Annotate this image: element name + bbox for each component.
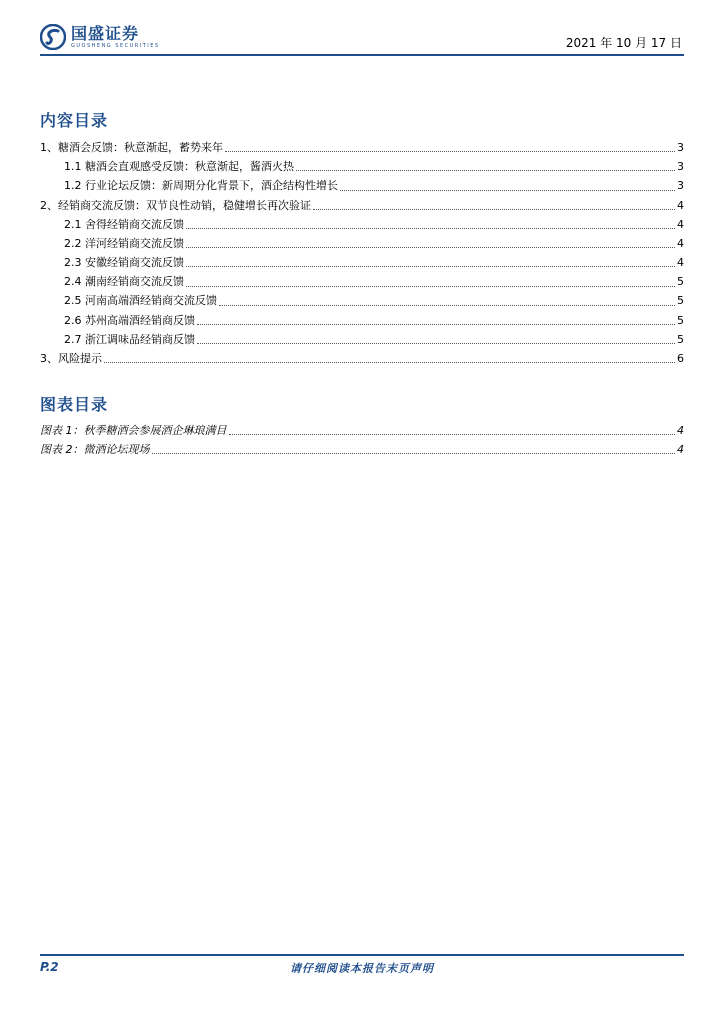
toc-entry-page: 4 — [677, 256, 684, 270]
toc-entry-text: 1.1 糖酒会直观感受反馈：秋意渐起，酱酒火热 — [64, 160, 294, 174]
toc-entry[interactable] — [40, 330, 684, 349]
toc-entry[interactable] — [40, 157, 684, 176]
dot-leader — [229, 433, 676, 435]
toc-entry-text: 1、糖酒会反馈：秋意渐起，蓄势来年 — [40, 140, 223, 154]
figure-entry-text: 图表 1：秋季糖酒会参展酒企琳琅满目 — [40, 423, 227, 437]
toc-entry[interactable] — [40, 215, 684, 234]
page-header — [40, 20, 684, 56]
toc-entry-text: 2.3 安徽经销商交流反馈 — [64, 256, 184, 270]
company-logo — [40, 22, 160, 52]
toc-entry[interactable] — [40, 272, 684, 291]
page-number: P.2 — [40, 960, 59, 974]
toc-entry[interactable] — [40, 349, 684, 368]
toc-entry[interactable] — [40, 234, 684, 253]
toc-entry-text: 2.1 舍得经销商交流反馈 — [64, 217, 184, 231]
toc-list — [40, 138, 684, 368]
toc-entry[interactable] — [40, 138, 684, 157]
toc-entry[interactable] — [40, 292, 684, 311]
report-date: 2021 年 10 月 17 日 — [565, 36, 682, 50]
dot-leader — [104, 361, 675, 363]
toc-entry-page: 4 — [677, 198, 684, 212]
toc-title: 内容目录 — [40, 111, 109, 130]
guosheng-logo-icon — [40, 24, 66, 50]
toc-entry[interactable] — [40, 196, 684, 215]
disclaimer-text: 请仔细阅读本报告末页声明 — [290, 962, 434, 975]
toc-entry-page: 5 — [677, 313, 684, 327]
logo-chinese-name: 国盛证券 — [71, 23, 140, 43]
logo-english-name: GUOSHENG SECURITIES — [71, 42, 160, 49]
figure-entry-page: 4 — [677, 443, 684, 457]
toc-entry-text: 3、风险提示 — [40, 352, 102, 366]
dot-leader — [152, 452, 676, 454]
page-footer — [40, 954, 684, 976]
toc-entry-page: 3 — [677, 160, 684, 174]
toc-entry-text: 2、经销商交流反馈：双节良性动销，稳健增长再次验证 — [40, 198, 311, 212]
dot-leader — [225, 150, 675, 152]
dot-leader — [197, 323, 675, 325]
toc-entry-text: 2.5 河南高端酒经销商交流反馈 — [64, 294, 217, 308]
figure-entry[interactable] — [40, 440, 684, 459]
toc-entry-page: 3 — [677, 179, 684, 193]
figure-entry-page: 4 — [677, 423, 684, 437]
toc-entry[interactable] — [40, 253, 684, 272]
toc-entry-page: 4 — [677, 236, 684, 250]
toc-entry-page: 5 — [677, 294, 684, 308]
toc-entry-page: 6 — [677, 352, 684, 366]
dot-leader — [186, 246, 675, 248]
dot-leader — [186, 227, 675, 229]
dot-leader — [197, 342, 675, 344]
figure-entry[interactable] — [40, 421, 684, 440]
dot-leader — [186, 265, 675, 267]
figures-list — [40, 421, 684, 459]
figures-title: 图表目录 — [40, 395, 109, 414]
dot-leader — [219, 304, 675, 306]
toc-entry-page: 5 — [677, 275, 684, 289]
dot-leader — [186, 285, 675, 287]
toc-entry-text: 1.2 行业论坛反馈：新周期分化背景下，酒企结构性增长 — [64, 179, 338, 193]
toc-entry[interactable] — [40, 176, 684, 195]
toc-entry-text: 2.6 苏州高端酒经销商反馈 — [64, 313, 195, 327]
toc-entry-text: 2.2 洋河经销商交流反馈 — [64, 236, 184, 250]
toc-entry-page: 3 — [677, 140, 684, 154]
toc-entry-text: 2.4 潮南经销商交流反馈 — [64, 275, 184, 289]
dot-leader — [313, 208, 675, 210]
toc-entry-page: 5 — [677, 332, 684, 346]
dot-leader — [296, 169, 675, 171]
toc-entry-text: 2.7 浙江调味品经销商反馈 — [64, 332, 195, 346]
toc-entry[interactable] — [40, 311, 684, 330]
figure-entry-text: 图表 2：微酒论坛现场 — [40, 443, 150, 457]
dot-leader — [340, 189, 675, 191]
toc-entry-page: 4 — [677, 217, 684, 231]
